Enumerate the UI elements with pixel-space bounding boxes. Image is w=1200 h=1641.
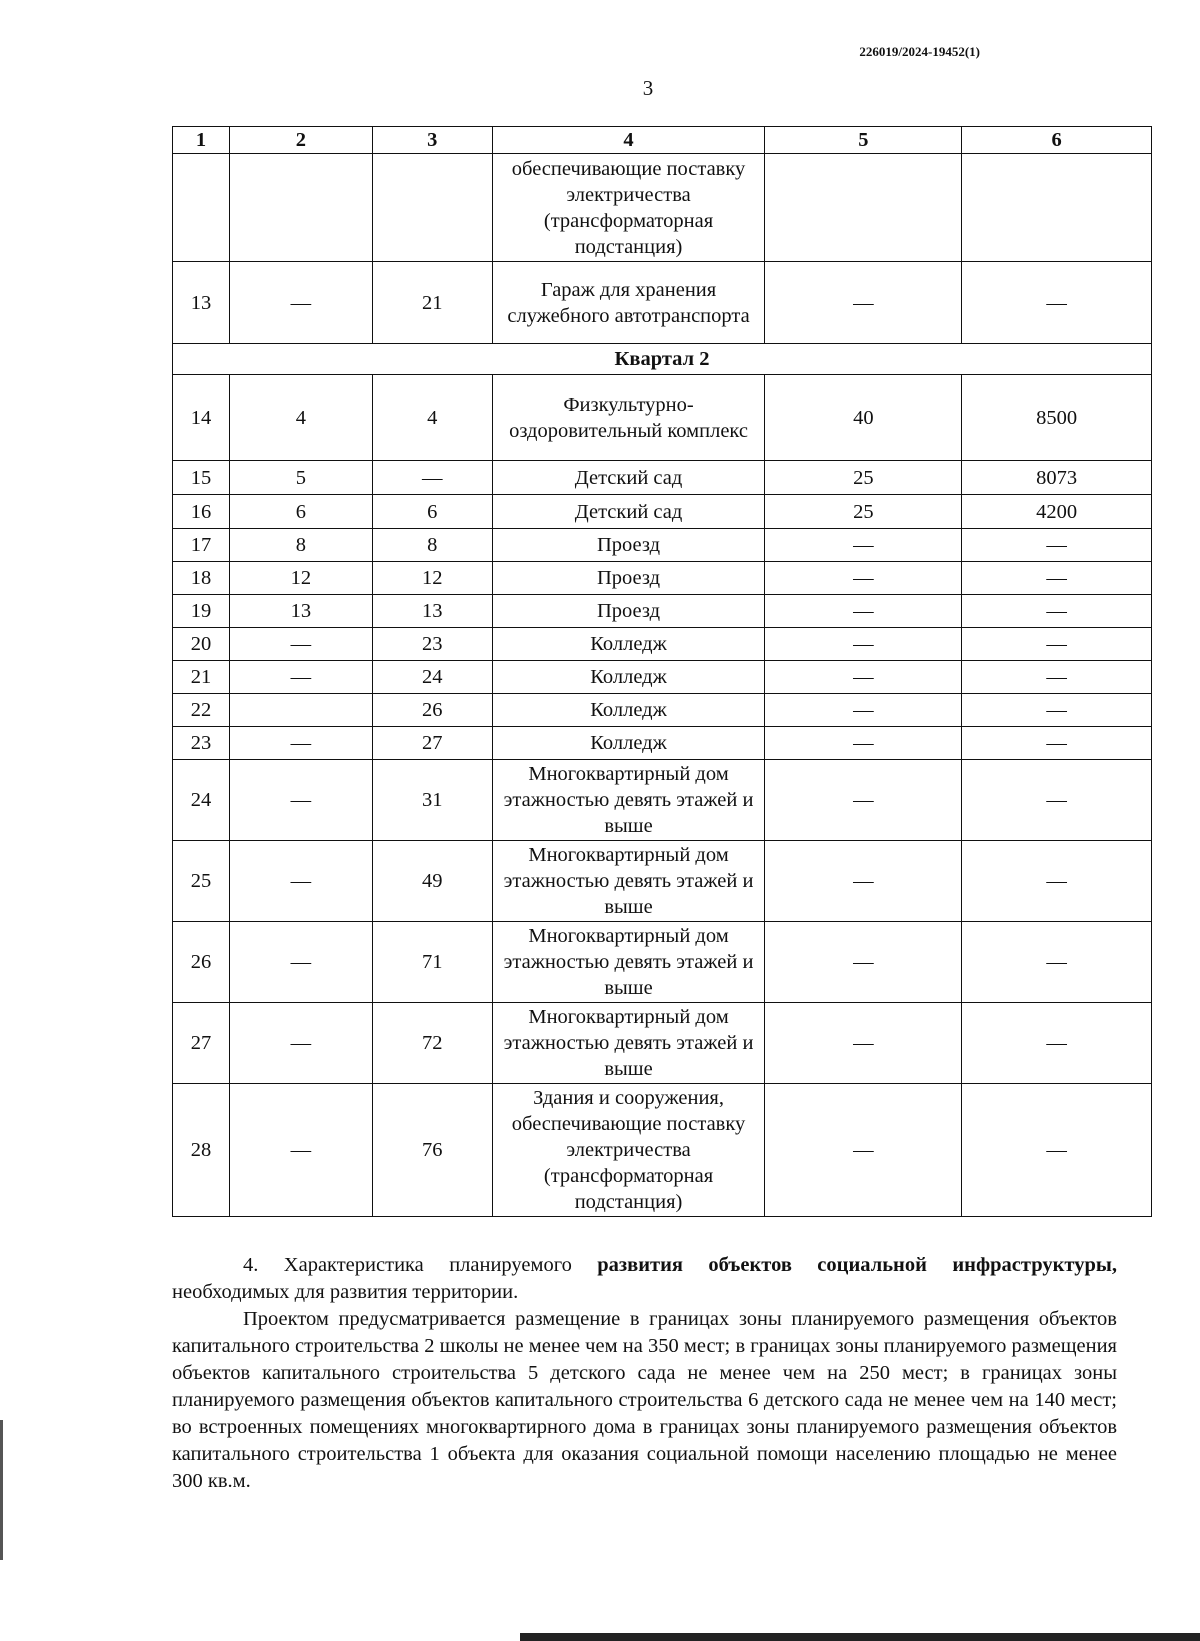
column-header: 4 [492,127,765,154]
cell-col3: 76 [372,1084,492,1217]
paragraph-heading-bold: развития объектов социальной инфраструктуры, [597,1254,1117,1276]
table-row [173,375,1152,461]
paragraph-heading-start: 4. Характеристика планируемого [243,1254,598,1276]
cell-col2: — [229,661,372,694]
cell-col5: — [765,1003,962,1084]
table-row [173,922,1152,1003]
cell-col5: — [765,262,962,344]
cell-col3: 49 [372,841,492,922]
cell-col2: 13 [229,595,372,628]
table-row [173,562,1152,595]
cell-name: Детский сад [492,461,765,495]
cell-col6: — [962,595,1152,628]
cell-col2: — [229,727,372,760]
cell-col5: — [765,694,962,727]
cell-number: 24 [173,760,230,841]
cell-col6 [962,154,1152,262]
cell-number: 14 [173,375,230,461]
cell-col2: — [229,262,372,344]
cell-col5: — [765,595,962,628]
cell-name: Колледж [492,628,765,661]
cell-col6: 8500 [962,375,1152,461]
cell-col6: — [962,661,1152,694]
cell-number: 26 [173,922,230,1003]
cell-name: обеспечивающие поставку электричества (трансформаторная подстанция) [492,154,765,262]
cell-col6: — [962,562,1152,595]
table-header-row [173,127,1152,154]
cell-number: 15 [173,461,230,495]
cell-number: 28 [173,1084,230,1217]
cell-col6: — [962,262,1152,344]
cell-number: 27 [173,1003,230,1084]
table-row [173,595,1152,628]
cell-col6: — [962,694,1152,727]
column-header: 2 [229,127,372,154]
cell-col2: — [229,841,372,922]
cell-col3: 21 [372,262,492,344]
cell-col5: 25 [765,495,962,529]
cell-col3: 23 [372,628,492,661]
cell-name: Детский сад [492,495,765,529]
cell-col3: 8 [372,529,492,562]
table-row [173,628,1152,661]
table-row [173,760,1152,841]
table-row [173,661,1152,694]
table-row [173,529,1152,562]
table-row [173,727,1152,760]
cell-name: Многоквартирный дом этажностью девять этажей и выше [492,1003,765,1084]
table-row [173,262,1152,344]
cell-col5: — [765,562,962,595]
cell-name: Многоквартирный дом этажностью девять этажей и выше [492,760,765,841]
column-header: 3 [372,127,492,154]
cell-col3: 6 [372,495,492,529]
cell-name: Гараж для хранения служебного автотранспорта [492,262,765,344]
section-title: Квартал 2 [173,344,1152,375]
page-number: 3 [642,76,654,100]
cell-col5: — [765,661,962,694]
cell-col3: 4 [372,375,492,461]
cell-col2: — [229,1084,372,1217]
cell-number: 17 [173,529,230,562]
table-row [173,1084,1152,1217]
cell-col6: — [962,529,1152,562]
cell-number: 25 [173,841,230,922]
cell-col6: — [962,1084,1152,1217]
scan-edge-mark [0,1420,3,1560]
objects-table [172,126,1152,1217]
cell-col6: — [962,760,1152,841]
cell-col3: 72 [372,1003,492,1084]
column-header: 1 [173,127,230,154]
cell-number: 19 [173,595,230,628]
cell-number [173,154,230,262]
cell-col5: — [765,727,962,760]
cell-col2: 12 [229,562,372,595]
cell-col5: — [765,841,962,922]
cell-col3: 26 [372,694,492,727]
cell-col5 [765,154,962,262]
cell-col3: 13 [372,595,492,628]
cell-col5: 40 [765,375,962,461]
cell-name: Проезд [492,595,765,628]
cell-name: Колледж [492,694,765,727]
cell-number: 20 [173,628,230,661]
cell-col3: — [372,461,492,495]
cell-col6: — [962,727,1152,760]
cell-col5: — [765,760,962,841]
cell-col6: — [962,841,1152,922]
cell-name: Здания и сооружения, обеспечивающие поставку электричества (трансформаторная подстанция) [492,1084,765,1217]
cell-name: Колледж [492,661,765,694]
cell-col3: 24 [372,661,492,694]
cell-number: 18 [173,562,230,595]
cell-col2: — [229,760,372,841]
cell-col2 [229,694,372,727]
cell-col2: 5 [229,461,372,495]
cell-col2: 6 [229,495,372,529]
cell-col3: 27 [372,727,492,760]
cell-name: Многоквартирный дом этажностью девять этажей и выше [492,841,765,922]
cell-col6: — [962,628,1152,661]
section-row [173,344,1152,375]
cell-col3: 71 [372,922,492,1003]
table-row [173,694,1152,727]
paragraph-body: Проектом предусматривается размещение в границах зоны планируемого размещения объектов капитального строительства 2 школы не менее чем на 350 мест; в границах зоны планируемого размещения объектов капитального строительства 5 детского сада не менее чем на 250 мест; в границах зоны планируемого размещения объектов капитального строительства 6 детского сада не менее чем на 140 мест; во встроенных помещениях многоквартирного дома в границах зоны планируемого размещения объектов капитального строительства 1 объекта для оказания социальной помощи населению площадью не менее 300 кв.м. [172,1308,1117,1492]
cell-col3: 31 [372,760,492,841]
cell-col5: — [765,1084,962,1217]
cell-col2: — [229,1003,372,1084]
cell-number: 16 [173,495,230,529]
cell-col5: 25 [765,461,962,495]
cell-col5: — [765,529,962,562]
cell-number: 23 [173,727,230,760]
cell-name: Физкультурно-оздоровительный комплекс [492,375,765,461]
cell-col2: 8 [229,529,372,562]
cell-name: Проезд [492,562,765,595]
scan-edge-bar [520,1633,1200,1641]
cell-name: Колледж [492,727,765,760]
table-row [173,1003,1152,1084]
table-row [173,461,1152,495]
document-number: 226019/2024-19452(1) [859,44,980,59]
paragraph-heading-end: необходимых для развития территории. [172,1281,519,1303]
cell-col3: 12 [372,562,492,595]
cell-name: Многоквартирный дом этажностью девять этажей и выше [492,922,765,1003]
cell-col5: — [765,628,962,661]
table-row [173,495,1152,529]
column-header: 5 [765,127,962,154]
cell-number: 22 [173,694,230,727]
cell-col3 [372,154,492,262]
cell-col6: — [962,1003,1152,1084]
cell-col2 [229,154,372,262]
table-row [173,154,1152,262]
column-header: 6 [962,127,1152,154]
cell-col2: 4 [229,375,372,461]
paragraph-heading [172,1252,1117,1306]
cell-col6: 8073 [962,461,1152,495]
cell-col2: — [229,922,372,1003]
cell-col6: — [962,922,1152,1003]
cell-number: 21 [173,661,230,694]
cell-number: 13 [173,262,230,344]
table-row [173,841,1152,922]
cell-col6: 4200 [962,495,1152,529]
cell-col5: — [765,922,962,1003]
cell-col2: — [229,628,372,661]
cell-name: Проезд [492,529,765,562]
